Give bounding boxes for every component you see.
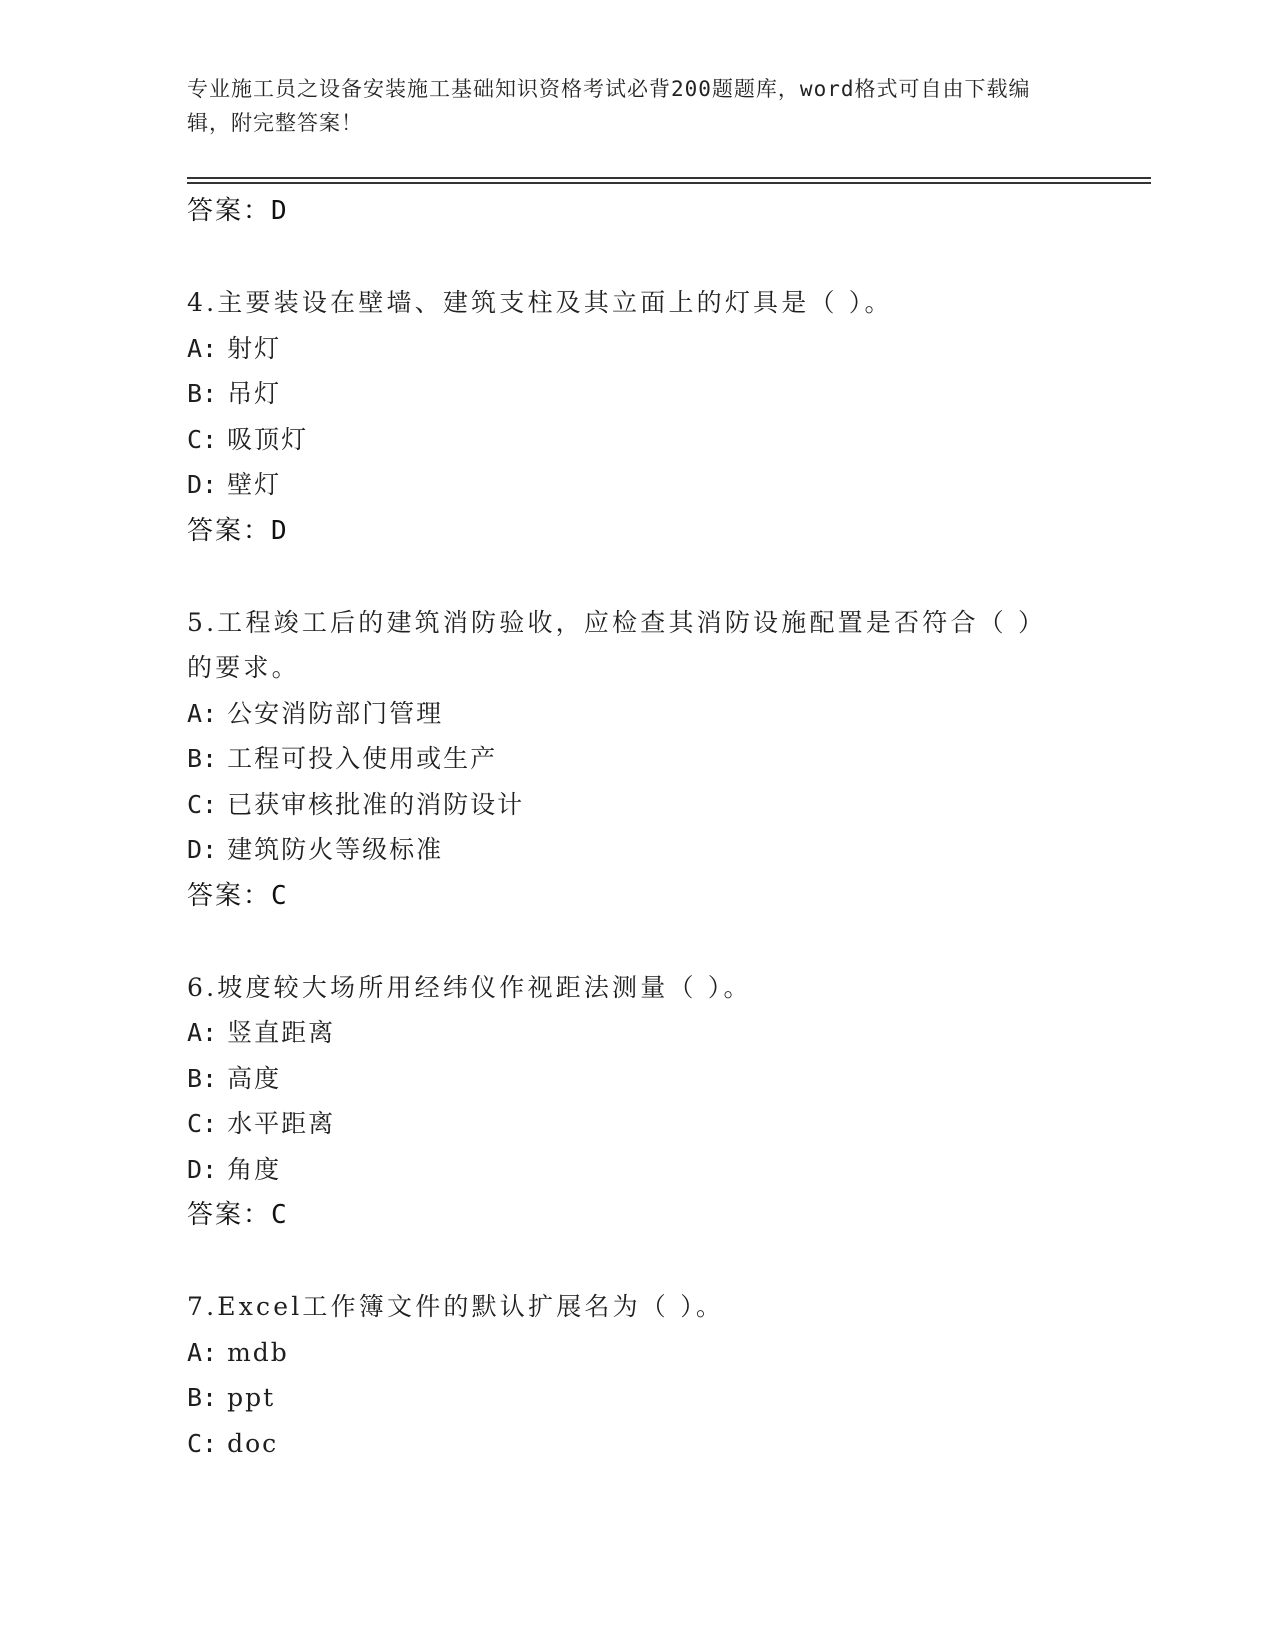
option-letter: A:: [187, 1018, 218, 1047]
spacer: [187, 1238, 1107, 1284]
header-divider-bottom: [187, 182, 1151, 184]
option-text: doc: [227, 1428, 279, 1458]
option-text: 射灯: [227, 333, 282, 363]
option-letter: C:: [187, 1428, 218, 1458]
option-letter: B:: [187, 1063, 218, 1093]
answer-value: D: [271, 196, 287, 226]
option-a: [187, 1010, 1107, 1056]
answer-line: [187, 188, 1107, 234]
option-text: 公安消防部门管理: [227, 698, 444, 728]
option-letter: A:: [187, 698, 218, 728]
option-text: 吸顶灯: [227, 424, 309, 454]
spacer: [187, 919, 1107, 965]
answer-line: [187, 508, 1107, 554]
option-c: [187, 1421, 1107, 1467]
option-text: 建筑防火等级标准: [227, 835, 444, 864]
option-d: [187, 462, 1107, 508]
option-a: [187, 691, 1107, 737]
option-letter: C:: [187, 789, 218, 819]
option-letter: B:: [187, 744, 218, 773]
option-a: [187, 326, 1107, 372]
option-letter: D:: [187, 1154, 218, 1184]
option-text: ppt: [227, 1383, 276, 1412]
option-letter: D:: [187, 835, 218, 864]
spacer: [187, 234, 1107, 280]
option-letter: A:: [187, 1337, 218, 1367]
option-a: [187, 1330, 1107, 1376]
answer-label: 答案：: [187, 880, 272, 911]
option-letter: C:: [187, 1109, 218, 1138]
header-divider-top: [187, 177, 1151, 179]
option-letter: B:: [187, 379, 218, 408]
option-c: [187, 417, 1107, 463]
answer-value: C: [271, 1200, 287, 1230]
option-c: [187, 1101, 1107, 1147]
option-b: [187, 736, 1107, 782]
question-stem: 4.主要装设在壁墙、建筑支柱及其立面上的灯具是（ ）。: [187, 288, 893, 317]
option-text: 竖直距离: [227, 1018, 336, 1047]
answer-label: 答案：: [187, 1200, 272, 1230]
option-text: 工程可投入使用或生产: [227, 744, 498, 773]
option-text: 吊灯: [227, 379, 282, 408]
answer-line: [187, 873, 1107, 919]
option-c: [187, 782, 1107, 828]
option-b: [187, 371, 1107, 417]
document-header: 专业施工员之设备安装施工基础知识资格考试必背200题题库，word格式可自由下载编辑，附完整答案！: [187, 77, 1031, 135]
option-d: [187, 1147, 1107, 1193]
answer-line: [187, 1192, 1107, 1238]
option-text: 高度: [227, 1063, 282, 1093]
answer-label: 答案：: [187, 196, 272, 226]
option-letter: D:: [187, 470, 218, 499]
answer-value: D: [271, 515, 287, 546]
option-d: [187, 827, 1107, 873]
answer-label: 答案：: [187, 515, 272, 546]
option-text: mdb: [227, 1337, 289, 1367]
option-b: [187, 1375, 1107, 1421]
option-text: 已获审核批准的消防设计: [227, 789, 525, 819]
question-stem: 7.Excel工作簿文件的默认扩展名为（ ）。: [187, 1292, 725, 1321]
question-stem: 5.工程竣工后的建筑消防验收，应检查其消防设施配置是否符合（ ）的要求。: [187, 607, 1047, 682]
answer-value: C: [271, 880, 287, 911]
option-letter: C:: [187, 424, 218, 454]
option-letter: A:: [187, 333, 218, 363]
spacer: [187, 554, 1107, 600]
question-stem: 6.坡度较大场所用经纬仪作视距法测量（ ）。: [187, 972, 752, 1002]
option-text: 角度: [227, 1154, 282, 1184]
option-b: [187, 1056, 1107, 1102]
option-letter: B:: [187, 1383, 218, 1412]
question-list: [187, 188, 1107, 1466]
option-text: 壁灯: [227, 470, 282, 499]
option-text: 水平距离: [227, 1109, 336, 1138]
